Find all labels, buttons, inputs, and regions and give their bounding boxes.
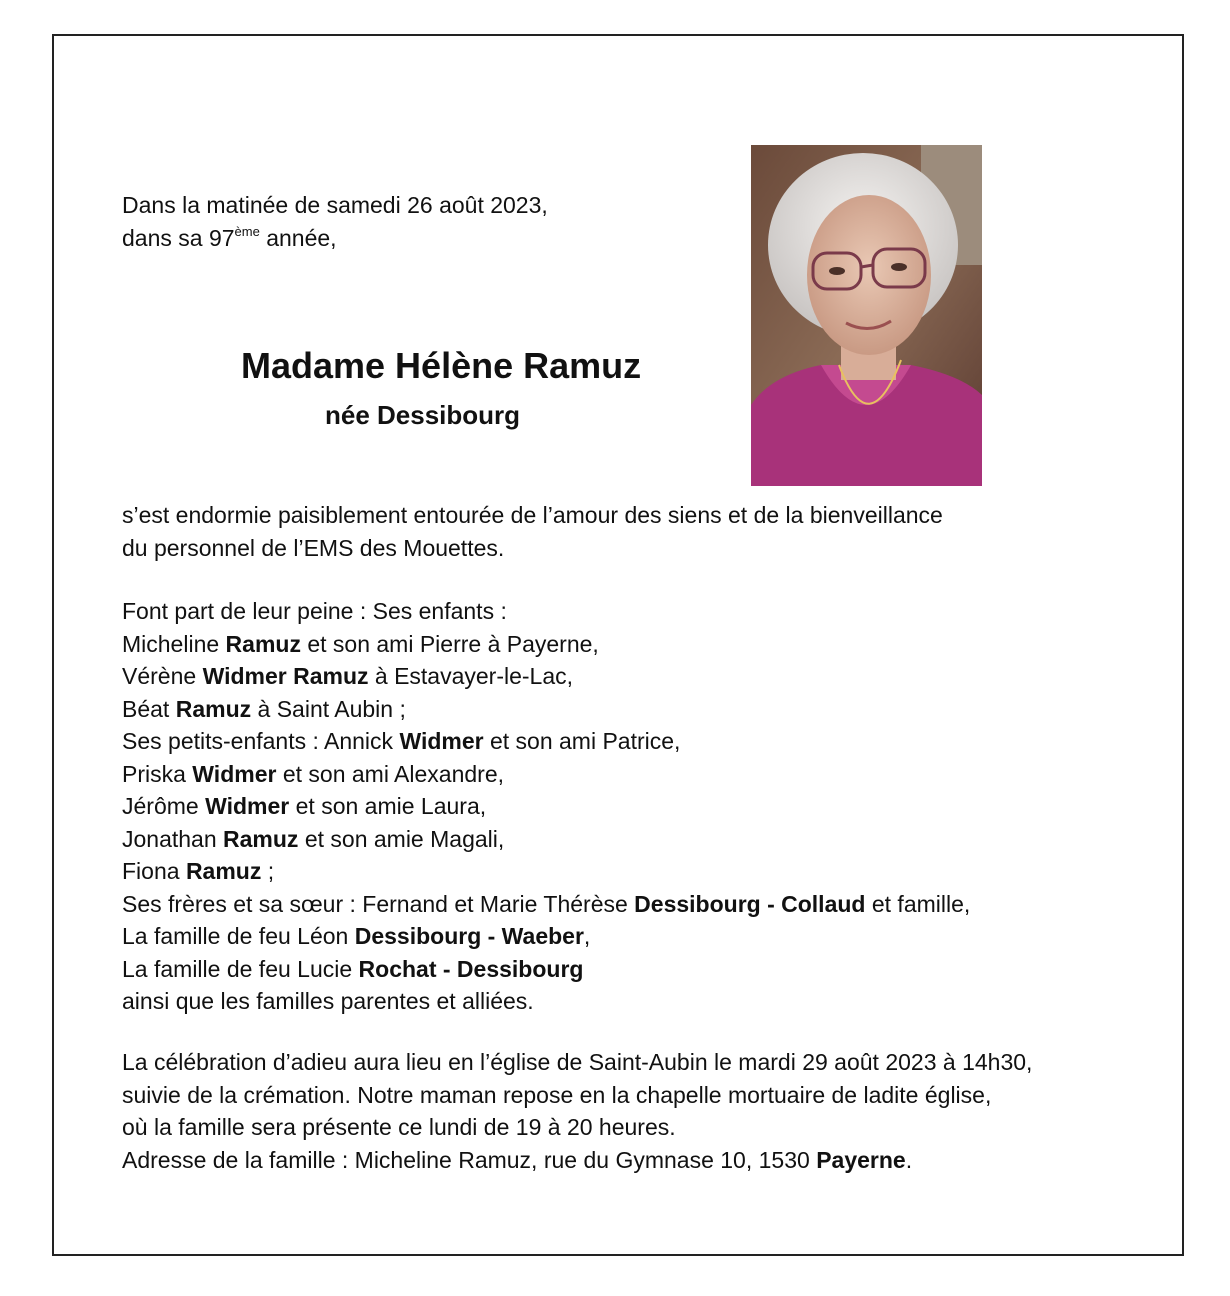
text-segment: .	[905, 1146, 913, 1173]
text-segment: Béat	[122, 695, 176, 722]
bold-name: Widmer Ramuz	[202, 663, 369, 689]
bold-name: Dessibourg - Waeber	[354, 923, 584, 949]
portrait-photo	[751, 145, 982, 486]
family-line	[122, 628, 970, 661]
text-segment: Micheline	[122, 630, 226, 657]
death-notice-paragraph	[122, 499, 943, 564]
intro-superscript: ème	[234, 223, 260, 239]
text-segment: Vérène	[122, 663, 203, 689]
text-segment: Jonathan	[122, 825, 224, 852]
ceremony-line	[122, 1079, 1032, 1112]
bold-name: Widmer	[205, 793, 290, 819]
death-notice-line-2: du personnel de l’EMS des Mouettes.	[122, 534, 505, 561]
text-segment: et son ami Alexandre,	[276, 760, 505, 787]
bold-name: Ramuz	[225, 630, 301, 657]
bold-name: Widmer	[192, 760, 277, 787]
intro-text	[122, 189, 548, 254]
text-segment: Jérôme	[122, 793, 206, 819]
family-line	[122, 855, 970, 888]
text-segment: Fiona	[122, 858, 186, 884]
ceremony-paragraph	[122, 1046, 1032, 1176]
family-line	[122, 790, 970, 823]
text-segment: Priska	[122, 760, 193, 787]
bold-name: Ramuz	[185, 858, 262, 884]
bold-name: Payerne	[816, 1146, 906, 1173]
text-segment: Ses frères et sa sœur : Fernand et Marie Thérèse	[122, 890, 635, 917]
text-segment: ,	[583, 923, 591, 949]
family-line	[122, 660, 970, 693]
portrait-photo-icon	[751, 145, 982, 486]
ceremony-line	[122, 1111, 1032, 1144]
bold-name: Ramuz	[175, 695, 252, 722]
text-segment: où la famille sera présente ce lundi de 19 à 20 heures.	[122, 1114, 676, 1140]
text-segment: et son ami Patrice,	[483, 728, 681, 754]
intro-line-1: Dans la matinée de samedi 26 août 2023,	[122, 192, 548, 218]
bold-name: Widmer	[399, 728, 484, 754]
text-segment: Adresse de la famille : Micheline Ramuz, rue du Gymnase 10, 1530	[122, 1146, 817, 1173]
text-segment: et son amie Magali,	[298, 825, 505, 852]
text-segment: à Saint Aubin ;	[251, 695, 406, 722]
family-line	[122, 693, 970, 726]
maiden-name: née Dessibourg	[325, 400, 521, 430]
deceased-name: Madame Hélène Ramuz	[241, 345, 642, 386]
intro-line-2-pre: dans sa 97	[122, 224, 235, 251]
family-line	[122, 985, 970, 1018]
death-notice-line-1: s’est endormie paisiblement entourée de l’amour des siens et de la bienveillance	[122, 502, 943, 528]
text-segment: et son amie Laura,	[289, 793, 487, 819]
text-segment: et famille,	[865, 890, 971, 917]
bold-name: Dessibourg - Collaud	[634, 890, 866, 917]
ceremony-line	[122, 1046, 1032, 1079]
ceremony-line	[122, 1144, 1032, 1177]
family-line	[122, 758, 970, 791]
text-segment: et son ami Pierre à Payerne,	[300, 630, 599, 657]
family-line	[122, 595, 970, 628]
family-line	[122, 823, 970, 856]
text-segment: ;	[261, 858, 275, 884]
family-line	[122, 888, 970, 921]
bold-name: Ramuz	[223, 825, 299, 852]
bold-name: Rochat - Dessibourg	[358, 955, 584, 982]
text-segment: à Estavayer-le-Lac,	[368, 663, 574, 689]
text-segment: La famille de feu Lucie	[122, 955, 359, 982]
text-segment: suivie de la crémation. Notre maman repose en la chapelle mortuaire de ladite église,	[122, 1081, 992, 1108]
family-list	[122, 595, 970, 1018]
text-segment: ainsi que les familles parentes et alliées.	[122, 988, 534, 1014]
text-segment: Ses petits-enfants : Annick	[122, 728, 400, 754]
family-line	[122, 725, 970, 758]
text-segment: La famille de feu Léon	[122, 923, 355, 949]
text-segment: Font part de leur peine : Ses enfants :	[122, 598, 507, 624]
family-line	[122, 953, 970, 986]
intro-line-2-post: année,	[259, 224, 337, 251]
text-segment: La célébration d’adieu aura lieu en l’église de Saint-Aubin le mardi 29 août 2023 à 14h30,	[122, 1049, 1033, 1075]
intro-line-2	[122, 222, 548, 255]
family-line	[122, 920, 970, 953]
